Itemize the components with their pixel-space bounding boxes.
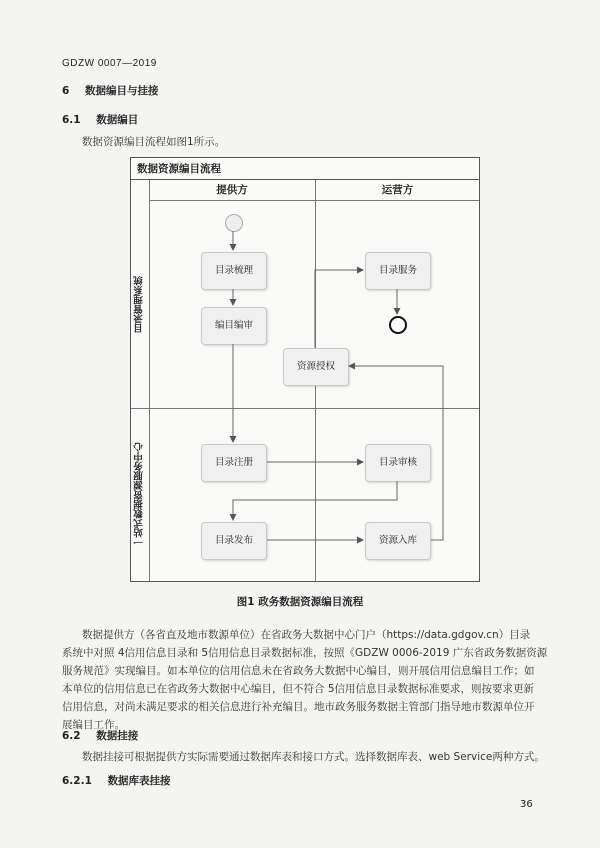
figure-caption: 图1 政务数据资源编目流程	[236, 596, 364, 608]
section-6-1-heading	[62, 112, 138, 127]
node-resource-store: 资源入库	[365, 522, 431, 560]
diagram-title: 数据资源编目流程	[131, 158, 479, 180]
paragraph-1-continued	[62, 644, 548, 734]
standard-code: GDZW 0007—2019	[62, 58, 157, 69]
paragraph-1-line: 本单位的信用信息已在省政务大数据中心编目，但不符合 5信用信息目录数据标准要求，则按要求更新	[62, 683, 535, 695]
flow-arrows	[131, 158, 479, 581]
node-catalog-register: 目录注册	[201, 444, 267, 482]
paragraph-1-line: 信用信息，对尚未满足要求的相关信息进行补充编目。地市政务服务数据主管部门指导地市数源单位开	[62, 701, 535, 713]
section-6-number: 6	[62, 85, 70, 97]
lane-directory-system: 目录管理系统	[134, 276, 145, 334]
section-6-title: 数据编目与挂接	[84, 85, 159, 97]
node-resource-auth: 资源授权	[283, 348, 349, 386]
section-6-2-1-number: 6.2.1	[62, 775, 92, 787]
paragraph-1-line: 系统中对照 4信用信息目录和 5信用信息目录数据标准，按照《GDZW 0006-2019 广东省政务数据资源	[62, 647, 548, 659]
flow-diagram	[130, 157, 480, 582]
paragraph-1-line: 展编目工作。	[62, 719, 125, 731]
section-6-2-1-heading	[62, 773, 171, 788]
arrow-auth-to-service	[315, 270, 363, 348]
section-6-2-1-title: 数据库表挂接	[107, 775, 171, 787]
page-number: 36	[520, 799, 533, 810]
arrow-review-to-publish	[233, 481, 397, 520]
column-operator: 运营方	[316, 180, 479, 201]
paragraph-1-line: 数据提供方（各省直及地市数源单位）在省政务大数据中心门户（https://data.gdgov.cn）目录	[82, 629, 531, 641]
paragraph-1-line: 服务规范》实现编目。如本单位的信用信息未在省政务大数据中心编目，则开展信用信息编目工作；如	[62, 665, 535, 677]
node-catalog-service: 目录服务	[365, 252, 431, 290]
section-6-heading	[62, 83, 158, 98]
lane-service-center: 一站式数据资源服务中心	[134, 442, 145, 548]
node-catalog-sort: 目录梳理	[201, 252, 267, 290]
section-6-1-number: 6.1	[62, 114, 81, 126]
section-6-1-title: 数据编目	[96, 114, 139, 126]
node-catalog-edit: 编目编审	[201, 307, 267, 345]
section-6-2-heading	[62, 728, 138, 743]
paragraph-1	[82, 626, 542, 644]
intro-text: 数据资源编目流程如图1所示。	[82, 136, 226, 148]
arrow-store-to-auth	[349, 366, 443, 540]
node-catalog-review: 目录审核	[365, 444, 431, 482]
paragraph-2: 数据挂接可根据提供方实际需要通过数据库表和接口方式。选择数据库表、web Service两种方式。	[82, 751, 545, 763]
node-catalog-publish: 目录发布	[201, 522, 267, 560]
column-provider: 提供方	[149, 180, 315, 201]
section-6-2-title: 数据挂接	[96, 730, 139, 742]
section-6-2-number: 6.2	[62, 730, 81, 742]
